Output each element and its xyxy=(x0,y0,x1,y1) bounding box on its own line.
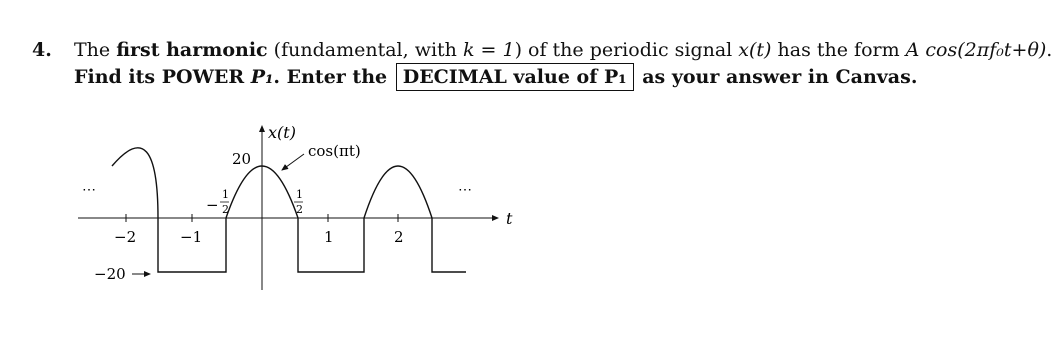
line1-pre: The xyxy=(74,39,117,61)
signal-figure xyxy=(70,118,540,302)
decimal-value-box: DECIMAL value of P₁ xyxy=(396,63,634,91)
ellipsis-right: ⋯ xyxy=(458,182,472,198)
tick-label-minus2: −2 xyxy=(114,228,137,246)
term-first-harmonic: first harmonic xyxy=(116,39,268,61)
line2-pre: Find its POWER xyxy=(74,66,251,88)
value-label-top: 20 xyxy=(232,150,252,168)
fraction-minus-half-den: 2 xyxy=(222,203,229,216)
signal-pulse-tail xyxy=(432,218,466,272)
y-axis-label: x(t) xyxy=(268,123,296,142)
signal-arc-left xyxy=(112,148,158,218)
line1-end: . xyxy=(1046,39,1052,61)
tick-label-minus1: −1 xyxy=(180,228,203,246)
signal-plot xyxy=(70,118,540,298)
k-equation: k = 1 xyxy=(462,39,515,61)
signal-arc-right xyxy=(364,166,432,218)
harmonic-form: A cos(2πf₀t+θ) xyxy=(905,39,1047,61)
value-label-bottom: −20 xyxy=(94,265,126,283)
problem-line-1 xyxy=(74,36,1052,65)
line2-end: as your answer in Canvas. xyxy=(635,66,918,88)
line1-mid: (fundamental, with xyxy=(267,39,463,61)
tick-label-2: 2 xyxy=(394,228,404,246)
fraction-minus-half-num: 1 xyxy=(222,188,229,201)
problem-number: 4. xyxy=(32,39,52,61)
fraction-minus-sign: − xyxy=(206,196,219,214)
curve-label-arrow xyxy=(282,154,304,170)
fraction-half-den: 2 xyxy=(296,203,303,216)
power-symbol: P₁ xyxy=(250,66,274,88)
fraction-half-num: 1 xyxy=(296,188,303,201)
line1-mid2: ) of the periodic signal xyxy=(514,39,739,61)
fraction-half xyxy=(294,188,303,216)
line2-mid: . Enter the xyxy=(273,66,394,88)
fraction-minus-half xyxy=(206,188,229,216)
tick-label-1: 1 xyxy=(324,228,334,246)
x-axis-label: t xyxy=(506,209,513,228)
ellipsis-left: ⋯ xyxy=(82,182,96,198)
problem-line-2 xyxy=(74,63,917,92)
signal-symbol: x(t) xyxy=(738,39,772,61)
line1-mid3: has the form xyxy=(771,39,906,61)
curve-label: cos(πt) xyxy=(308,142,361,160)
